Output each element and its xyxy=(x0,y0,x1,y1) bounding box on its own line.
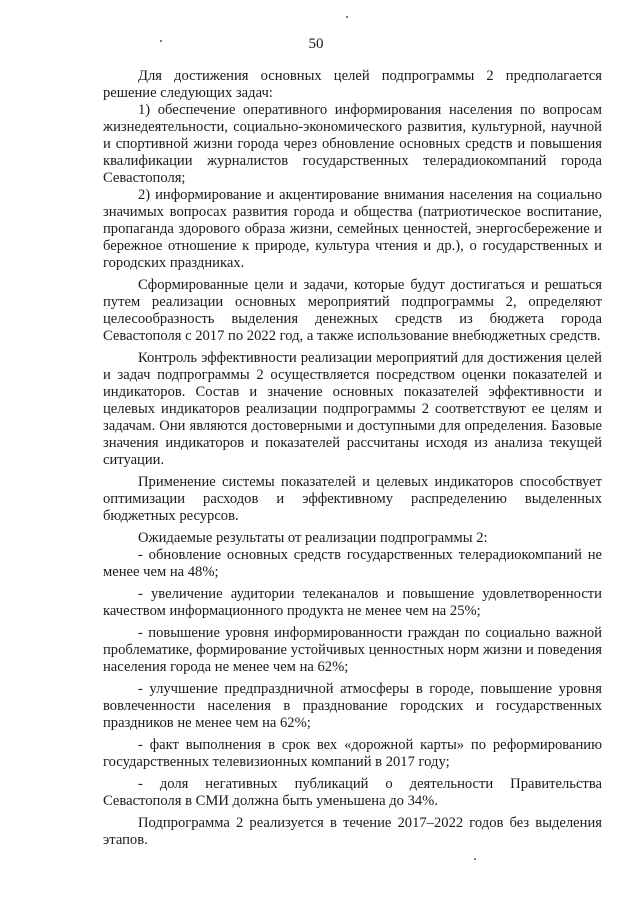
scan-speck xyxy=(346,16,348,18)
paragraph: Сформированные цели и задачи, которые будут достигаться и решаться путем реализации основных мероприятий подпрограммы 2, определяют целесообразность выделения денежных средств из бюджета города Севастополя с 2017 по 2022 год, а также использование внебюджетных средств. xyxy=(103,277,602,344)
list-item: - повышение уровня информированности граждан по социально важной проблематике, формирование устойчивых ценностных норм жизни и поведения населения города не менее чем на 62%; xyxy=(103,625,602,675)
list-item: - доля негативных публикаций о деятельности Правительства Севастополя в СМИ должна быть уменьшена до 34%. xyxy=(103,776,602,809)
paragraph: Ожидаемые результаты от реализации подпрограммы 2: xyxy=(138,530,488,546)
paragraph: Подпрограмма 2 реализуется в течение 2017–2022 годов без выделения этапов. xyxy=(103,815,602,848)
paragraph: Контроль эффективности реализации мероприятий для достижения целей и задач подпрограммы 2 осуществляется посредством оценки показателей и индикаторов. Состав и значение основных показателей эффективности и целевых индикаторов реализации подпрограммы 2 соответствуют ее целям и задачам. Они являются достоверными и доступными для определения. Базовые значения индикаторов и показателей рассчитаны исходя из анализа текущей ситуации. xyxy=(103,350,602,468)
paragraph: Применение системы показателей и целевых индикаторов способствует оптимизации расходов и эффективному распределению выделенных бюджетных ресурсов. xyxy=(103,474,602,524)
list-item: - факт выполнения в срок вех «дорожной карты» по реформированию государственных телевизионных компаний в 2017 году; xyxy=(103,737,602,770)
page-number: 50 xyxy=(308,36,324,52)
list-item: - обновление основных средств государственных телерадиокомпаний не менее чем на 48%; xyxy=(103,547,602,580)
list-item: - улучшение предпраздничной атмосферы в городе, повышение уровня вовлеченности населения в празднование городских и государственных праздников не менее чем на 62%; xyxy=(103,681,602,731)
list-item: - увеличение аудитории телеканалов и повышение удовлетворенности качеством информационного продукта не менее чем на 25%; xyxy=(103,586,602,619)
paragraph: 2) информирование и акцентирование внимания населения на социально значимых вопросах развития города и общества (патриотическое воспитание, пропаганда здорового образа жизни, семейных ценностей, энергосбережение и бережное отношение к природе, культура чтения и др.), о государственных и городских праздниках. xyxy=(103,187,602,271)
document-body xyxy=(103,68,602,849)
paragraph: 1) обеспечение оперативного информирования населения по вопросам жизнедеятельности, социально-экономического развития, культурной, научной и спортивной жизни города через обновление основных средств и повышения квалификации журналистов государственных телерадиокомпаний города Севастополя; xyxy=(103,102,602,186)
scan-speck xyxy=(474,858,476,860)
paragraph: Для достижения основных целей подпрограммы 2 предполагается решение следующих задач: xyxy=(103,68,602,101)
